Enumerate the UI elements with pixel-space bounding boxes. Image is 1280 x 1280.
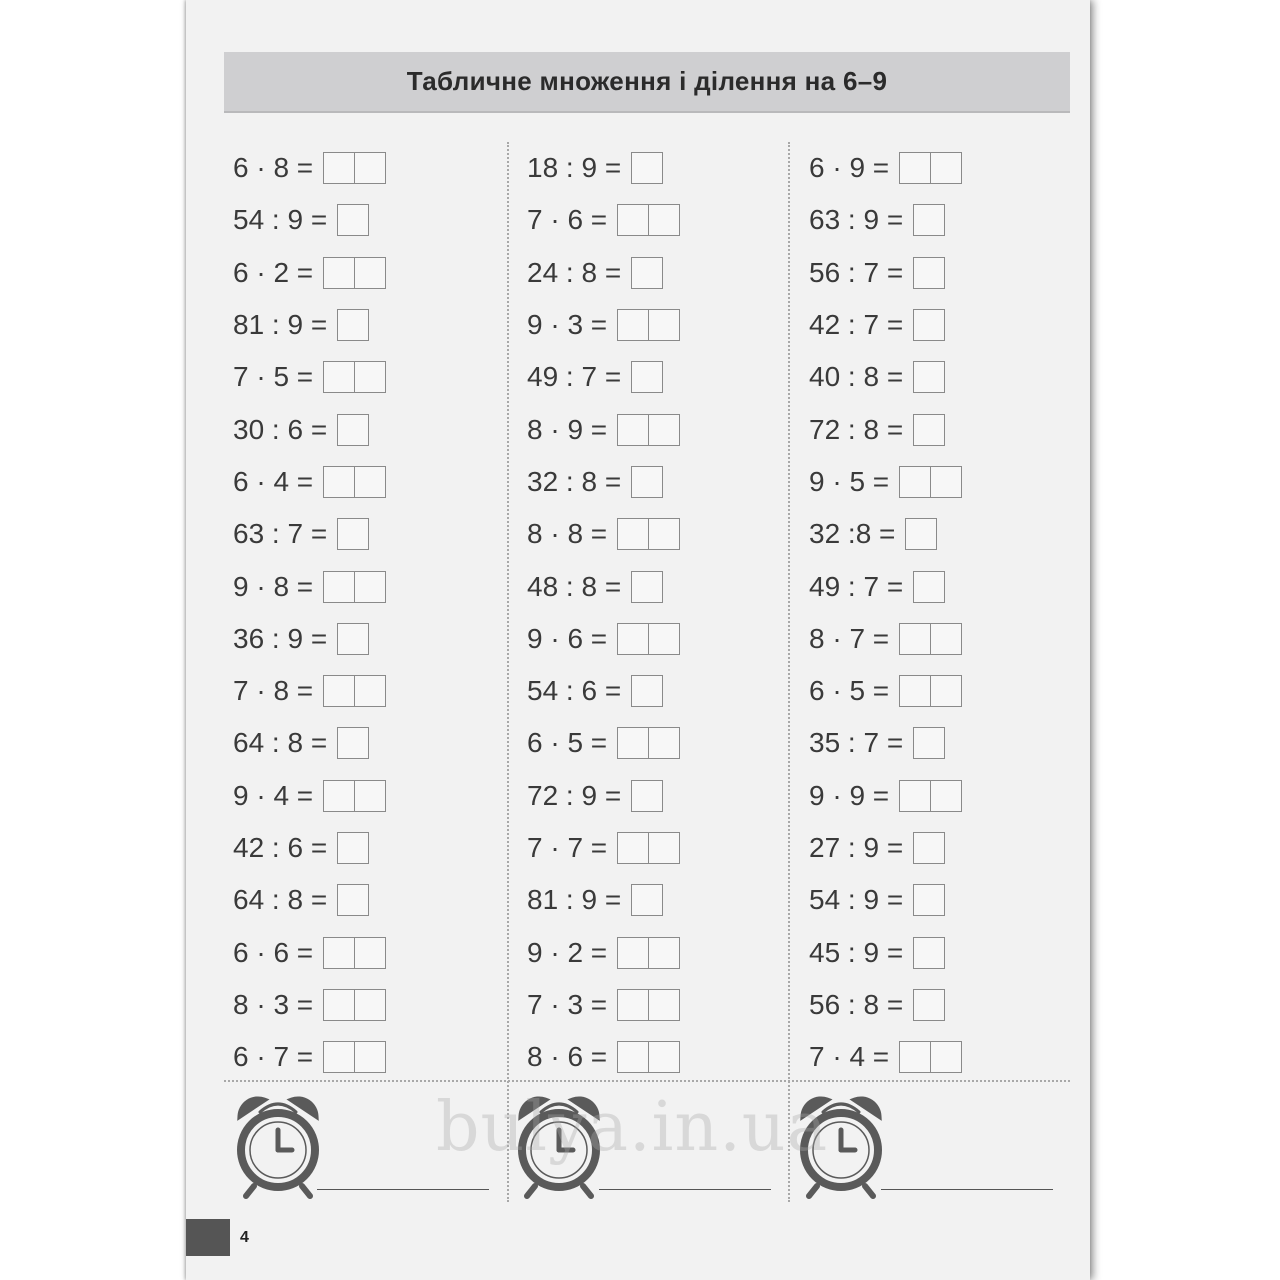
exercise-expression: 42 : 6 = [233,832,328,863]
exercise-expression: 8 · 8 = [527,518,608,550]
exercise-row [527,717,680,769]
exercise-row [527,822,680,874]
exercise-expression: 63 : 7 = [233,518,328,550]
exercise-row [527,142,680,194]
answer-box[interactable] [913,361,945,393]
exercise-expression: 6 · 8 = [233,152,314,184]
exercise-expression: 64 : 8 = [233,727,328,759]
answer-box[interactable] [337,832,369,864]
answer-box[interactable] [323,989,386,1021]
answer-box[interactable] [337,309,369,341]
exercise-expression: 64 : 8 = [233,884,328,916]
exercise-row [809,1031,962,1083]
exercise-row [233,247,386,299]
exercise-expression: 8 · 9 = [527,413,608,445]
answer-cell[interactable] [914,258,944,288]
answer-box[interactable] [323,152,386,184]
answer-cell[interactable] [914,362,944,392]
exercise-row [233,403,386,455]
answer-cell[interactable] [632,258,662,288]
title-bar [224,52,1070,113]
answer-cell[interactable] [900,467,930,497]
answer-cell[interactable] [930,624,961,654]
page-title: Табличне множення і ділення на 6–9 [406,66,888,96]
exercise-row [809,560,962,612]
exercise-expression: 72 : 8 = [809,413,904,445]
exercise-row [233,665,386,717]
exercise-row [233,717,386,769]
answer-box[interactable] [617,937,680,969]
exercise-expression: 81 : 9 = [527,884,622,916]
exercise-expression: 6 · 7 = [233,1041,314,1073]
answer-cell[interactable] [324,1042,354,1072]
answer-cell[interactable] [618,415,648,445]
exercise-row [809,403,962,455]
answer-box[interactable] [631,780,663,812]
answer-box[interactable] [617,1041,680,1073]
exercise-row [527,979,680,1031]
exercise-row [233,770,386,822]
answer-cell[interactable] [914,833,944,863]
exercise-row [233,560,386,612]
exercise-expression: 6 · 5 = [527,727,608,759]
answer-box[interactable] [617,727,680,759]
page-number: 4 [230,1219,259,1256]
exercise-row [233,194,386,246]
exercise-row [527,456,680,508]
exercise-column-1 [233,142,386,1083]
answer-cell[interactable] [618,1042,648,1072]
answer-cell[interactable] [324,258,354,288]
exercise-row [527,874,680,926]
answer-cell[interactable] [632,362,662,392]
answer-box[interactable] [905,518,937,550]
answer-cell[interactable] [324,938,354,968]
answer-box[interactable] [913,309,945,341]
answer-box[interactable] [323,675,386,707]
answer-cell[interactable] [338,205,368,235]
exercise-row [527,613,680,665]
answer-cell[interactable] [914,990,944,1020]
answer-cell[interactable] [914,310,944,340]
answer-box[interactable] [631,361,663,393]
answer-box[interactable] [631,152,663,184]
answer-cell[interactable] [914,885,944,915]
answer-cell[interactable] [354,938,385,968]
answer-cell[interactable] [900,1042,930,1072]
answer-cell[interactable] [338,728,368,758]
answer-box[interactable] [899,623,962,655]
exercise-expression: 6 · 5 = [809,675,890,707]
page-number-tab [186,1219,259,1256]
answer-cell[interactable] [914,572,944,602]
exercise-row [527,299,680,351]
exercise-column-2 [527,142,680,1083]
exercise-row [809,299,962,351]
answer-cell[interactable] [338,885,368,915]
exercise-row [809,717,962,769]
answer-cell[interactable] [648,938,679,968]
exercise-row [233,874,386,926]
exercise-expression: 9 · 8 = [233,570,314,602]
exercise-row [233,142,386,194]
answer-box[interactable] [617,518,680,550]
exercise-expression: 49 : 7 = [809,570,904,602]
exercise-row [527,926,680,978]
answer-cell[interactable] [648,1042,679,1072]
answer-box[interactable] [631,466,663,498]
time-answer-line[interactable] [599,1189,771,1190]
exercise-expression: 6 · 4 = [233,465,314,497]
answer-cell[interactable] [930,781,961,811]
answer-box[interactable] [337,727,369,759]
answer-box[interactable] [337,518,369,550]
answer-box[interactable] [323,257,386,289]
exercise-expression: 7 · 6 = [527,204,608,236]
exercise-expression: 56 : 7 = [809,256,904,288]
exercise-row [527,665,680,717]
exercise-expression: 54 : 9 = [233,204,328,236]
exercise-row [527,560,680,612]
answer-cell[interactable] [900,153,930,183]
exercise-row [809,247,962,299]
answer-cell[interactable] [618,310,648,340]
answer-cell[interactable] [914,205,944,235]
answer-cell[interactable] [930,1042,961,1072]
exercise-expression: 32 : 8 = [527,465,622,497]
answer-cell[interactable] [354,676,385,706]
exercise-row [233,299,386,351]
exercise-row [527,508,680,560]
answer-cell[interactable] [324,781,354,811]
answer-box[interactable] [617,204,680,236]
exercise-expression: 6 · 9 = [809,152,890,184]
answer-box[interactable] [617,414,680,446]
exercise-expression: 54 : 6 = [527,675,622,707]
answer-cell[interactable] [900,624,930,654]
answer-cell[interactable] [900,676,930,706]
exercise-row [809,456,962,508]
exercise-row [809,874,962,926]
answer-cell[interactable] [324,572,354,602]
answer-box[interactable] [913,414,945,446]
answer-cell[interactable] [354,467,385,497]
answer-cell[interactable] [618,519,648,549]
exercise-expression: 7 · 8 = [233,675,314,707]
answer-box[interactable] [913,257,945,289]
answer-cell[interactable] [648,728,679,758]
exercise-expression: 7 · 5 = [233,361,314,393]
answer-cell[interactable] [914,728,944,758]
exercise-row [527,403,680,455]
answer-cell[interactable] [354,1042,385,1072]
answer-cell[interactable] [618,728,648,758]
exercise-expression: 8 · 6 = [527,1041,608,1073]
answer-box[interactable] [913,937,945,969]
answer-cell[interactable] [354,990,385,1020]
answer-cell[interactable] [930,467,961,497]
answer-cell[interactable] [648,624,679,654]
answer-box[interactable] [899,466,962,498]
answer-cell[interactable] [930,676,961,706]
column-divider [788,142,790,1202]
exercise-expression: 32 :8 = [809,518,896,550]
exercise-expression: 7 · 3 = [527,988,608,1020]
answer-box[interactable] [323,937,386,969]
answer-cell[interactable] [632,676,662,706]
column-divider [507,142,509,1202]
answer-cell[interactable] [618,938,648,968]
answer-cell[interactable] [632,885,662,915]
exercise-expression: 72 : 9 = [527,779,622,811]
answer-box[interactable] [617,309,680,341]
exercise-expression: 9 · 2 = [527,936,608,968]
answer-box[interactable] [631,675,663,707]
time-answer-line[interactable] [881,1189,1053,1190]
answer-box[interactable] [913,727,945,759]
exercise-row [809,665,962,717]
exercise-expression: 18 : 9 = [527,152,622,184]
answer-box[interactable] [337,414,369,446]
exercise-expression: 81 : 9 = [233,309,328,341]
answer-cell[interactable] [354,153,385,183]
exercise-row [809,194,962,246]
answer-box[interactable] [899,780,962,812]
exercise-row [233,613,386,665]
exercise-expression: 24 : 8 = [527,256,622,288]
exercise-expression: 9 · 9 = [809,779,890,811]
exercise-expression: 9 · 3 = [527,309,608,341]
answer-box[interactable] [323,780,386,812]
answer-cell[interactable] [618,624,648,654]
exercise-row [527,1031,680,1083]
answer-box[interactable] [913,832,945,864]
exercise-expression: 8 · 7 = [809,622,890,654]
answer-cell[interactable] [354,781,385,811]
answer-cell[interactable] [324,362,354,392]
exercise-row [809,979,962,1031]
answer-cell[interactable] [618,833,648,863]
answer-box[interactable] [631,257,663,289]
answer-box[interactable] [631,884,663,916]
answer-cell[interactable] [648,990,679,1020]
answer-cell[interactable] [618,205,648,235]
exercise-expression: 9 · 4 = [233,779,314,811]
answer-cell[interactable] [324,676,354,706]
answer-cell[interactable] [338,415,368,445]
exercise-expression: 49 : 7 = [527,361,622,393]
exercise-row [233,351,386,403]
answer-box[interactable] [337,623,369,655]
answer-box[interactable] [323,361,386,393]
exercise-expression: 6 · 6 = [233,936,314,968]
answer-cell[interactable] [324,153,354,183]
exercise-expression: 40 : 8 = [809,361,904,393]
answer-cell[interactable] [914,415,944,445]
exercise-expression: 6 · 2 = [233,256,314,288]
answer-box[interactable] [617,623,680,655]
answer-cell[interactable] [632,781,662,811]
answer-cell[interactable] [338,310,368,340]
exercise-row [233,508,386,560]
exercise-expression: 63 : 9 = [809,204,904,236]
answer-cell[interactable] [632,153,662,183]
answer-cell[interactable] [648,519,679,549]
exercise-expression: 30 : 6 = [233,413,328,445]
answer-cell[interactable] [338,624,368,654]
answer-box[interactable] [899,152,962,184]
answer-cell[interactable] [354,572,385,602]
exercise-row [809,822,962,874]
exercise-expression: 56 : 8 = [809,988,904,1020]
exercise-expression: 7 · 7 = [527,832,608,863]
answer-box[interactable] [913,989,945,1021]
exercise-expression: 48 : 8 = [527,570,622,602]
answer-box[interactable] [617,989,680,1021]
time-answer-line[interactable] [317,1189,489,1190]
answer-cell[interactable] [338,519,368,549]
exercise-expression: 36 : 9 = [233,622,328,654]
answer-cell[interactable] [648,833,679,863]
answer-box[interactable] [337,204,369,236]
answer-box[interactable] [617,832,680,864]
exercise-row [809,351,962,403]
watermark: bulya.in.ua [436,1088,829,1167]
answer-box[interactable] [899,675,962,707]
exercise-row [233,926,386,978]
answer-box[interactable] [323,571,386,603]
exercise-row [233,822,386,874]
exercise-expression: 7 · 4 = [809,1041,890,1073]
exercise-row [527,351,680,403]
exercise-expression: 42 : 7 = [809,309,904,341]
answer-cell[interactable] [324,990,354,1020]
answer-box[interactable] [913,204,945,236]
answer-box[interactable] [913,884,945,916]
answer-cell[interactable] [338,833,368,863]
exercise-row [809,926,962,978]
exercise-row [809,770,962,822]
answer-box[interactable] [899,1041,962,1073]
exercise-row [809,613,962,665]
exercise-row [233,979,386,1031]
answer-cell[interactable] [914,938,944,968]
exercise-expression: 35 : 7 = [809,727,904,759]
answer-cell[interactable] [632,572,662,602]
exercise-expression: 9 · 5 = [809,465,890,497]
answer-cell[interactable] [648,415,679,445]
exercise-row [233,1031,386,1083]
exercise-row [527,247,680,299]
answer-cell[interactable] [354,362,385,392]
exercise-row [233,456,386,508]
answer-cell[interactable] [648,310,679,340]
answer-box[interactable] [913,571,945,603]
exercise-row [527,194,680,246]
answer-cell[interactable] [632,467,662,497]
exercise-expression: 8 · 3 = [233,988,314,1020]
alarm-clock-icon [232,1090,324,1200]
answer-box[interactable] [323,1041,386,1073]
exercise-expression: 54 : 9 = [809,884,904,916]
exercise-row [527,770,680,822]
answer-box[interactable] [337,884,369,916]
answer-cell[interactable] [324,467,354,497]
answer-cell[interactable] [618,990,648,1020]
exercise-row [809,142,962,194]
exercise-column-3 [809,142,962,1083]
answer-cell[interactable] [648,205,679,235]
exercise-expression: 45 : 9 = [809,936,904,968]
answer-box[interactable] [323,466,386,498]
answer-box[interactable] [631,571,663,603]
answer-cell[interactable] [900,781,930,811]
exercise-expression: 9 · 6 = [527,622,608,654]
exercise-row [809,508,962,560]
exercise-expression: 27 : 9 = [809,832,904,863]
answer-cell[interactable] [930,153,961,183]
answer-cell[interactable] [906,519,936,549]
answer-cell[interactable] [354,258,385,288]
